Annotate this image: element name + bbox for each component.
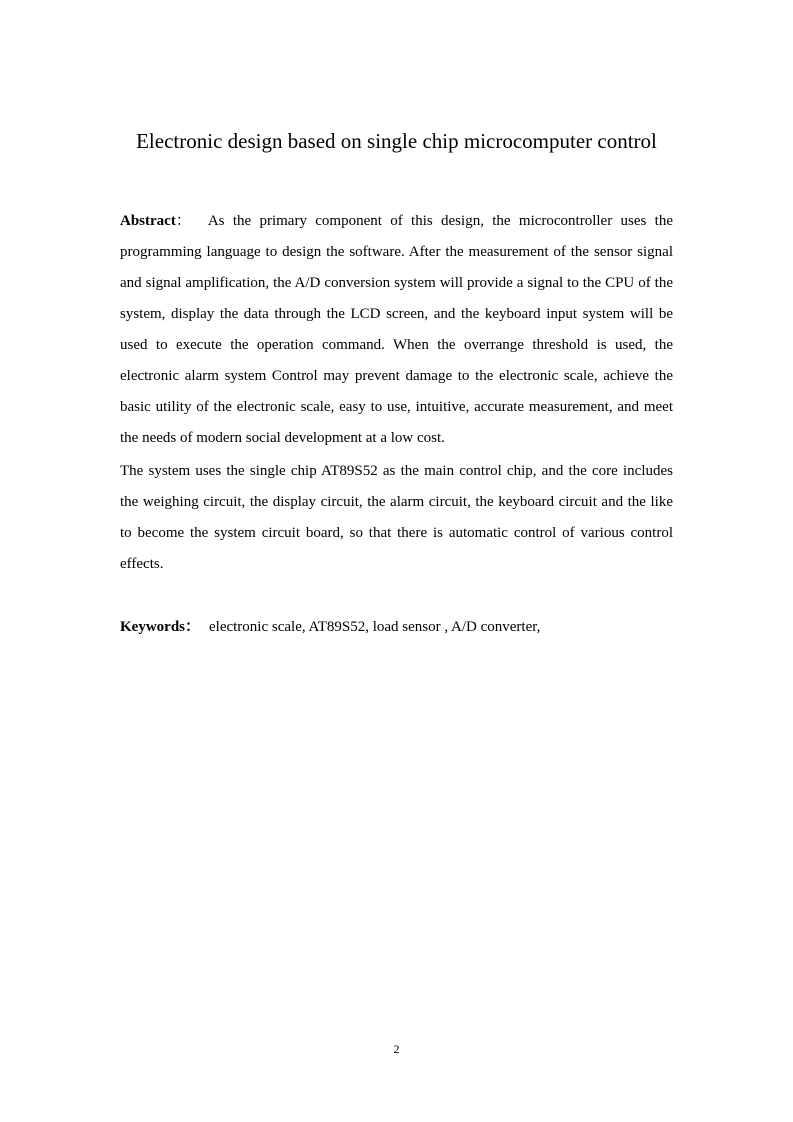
keywords-line	[120, 612, 673, 643]
abstract-text-1: As the primary component of this design, the microcontroller uses the programming language to design the software. After the measurement of the sensor signal and signal amplification, the A/D conversion system will provide a signal to the CPU of the system, display the data through the LCD screen, and the keyboard input system will be used to execute the operation command. When the overrange threshold is used, the electronic alarm system Control may prevent damage to the electronic scale, achieve the basic utility of the electronic scale, easy to use, intuitive, accurate measurement, and meet the needs of modern social development at a low cost.	[120, 213, 673, 446]
document-title: Electronic design based on single chip microcomputer control	[136, 129, 657, 153]
abstract-label: Abstract	[120, 213, 176, 229]
keywords-text: electronic scale, AT89S52, load sensor , A/D converter,	[209, 619, 541, 635]
abstract-label-separator: ：	[175, 213, 191, 229]
abstract-paragraph-1	[120, 206, 673, 454]
page-number: 2	[393, 1042, 400, 1056]
keywords-separator: ：	[185, 619, 201, 635]
keywords-label: Keywords	[120, 619, 185, 635]
abstract-paragraph-2: The system uses the single chip AT89S52 as the main control chip, and the core includes the weighing circuit, the display circuit, the alarm circuit, the keyboard circuit and the like to become the system circuit board, so that there is automatic control of various control effects.	[120, 463, 673, 572]
